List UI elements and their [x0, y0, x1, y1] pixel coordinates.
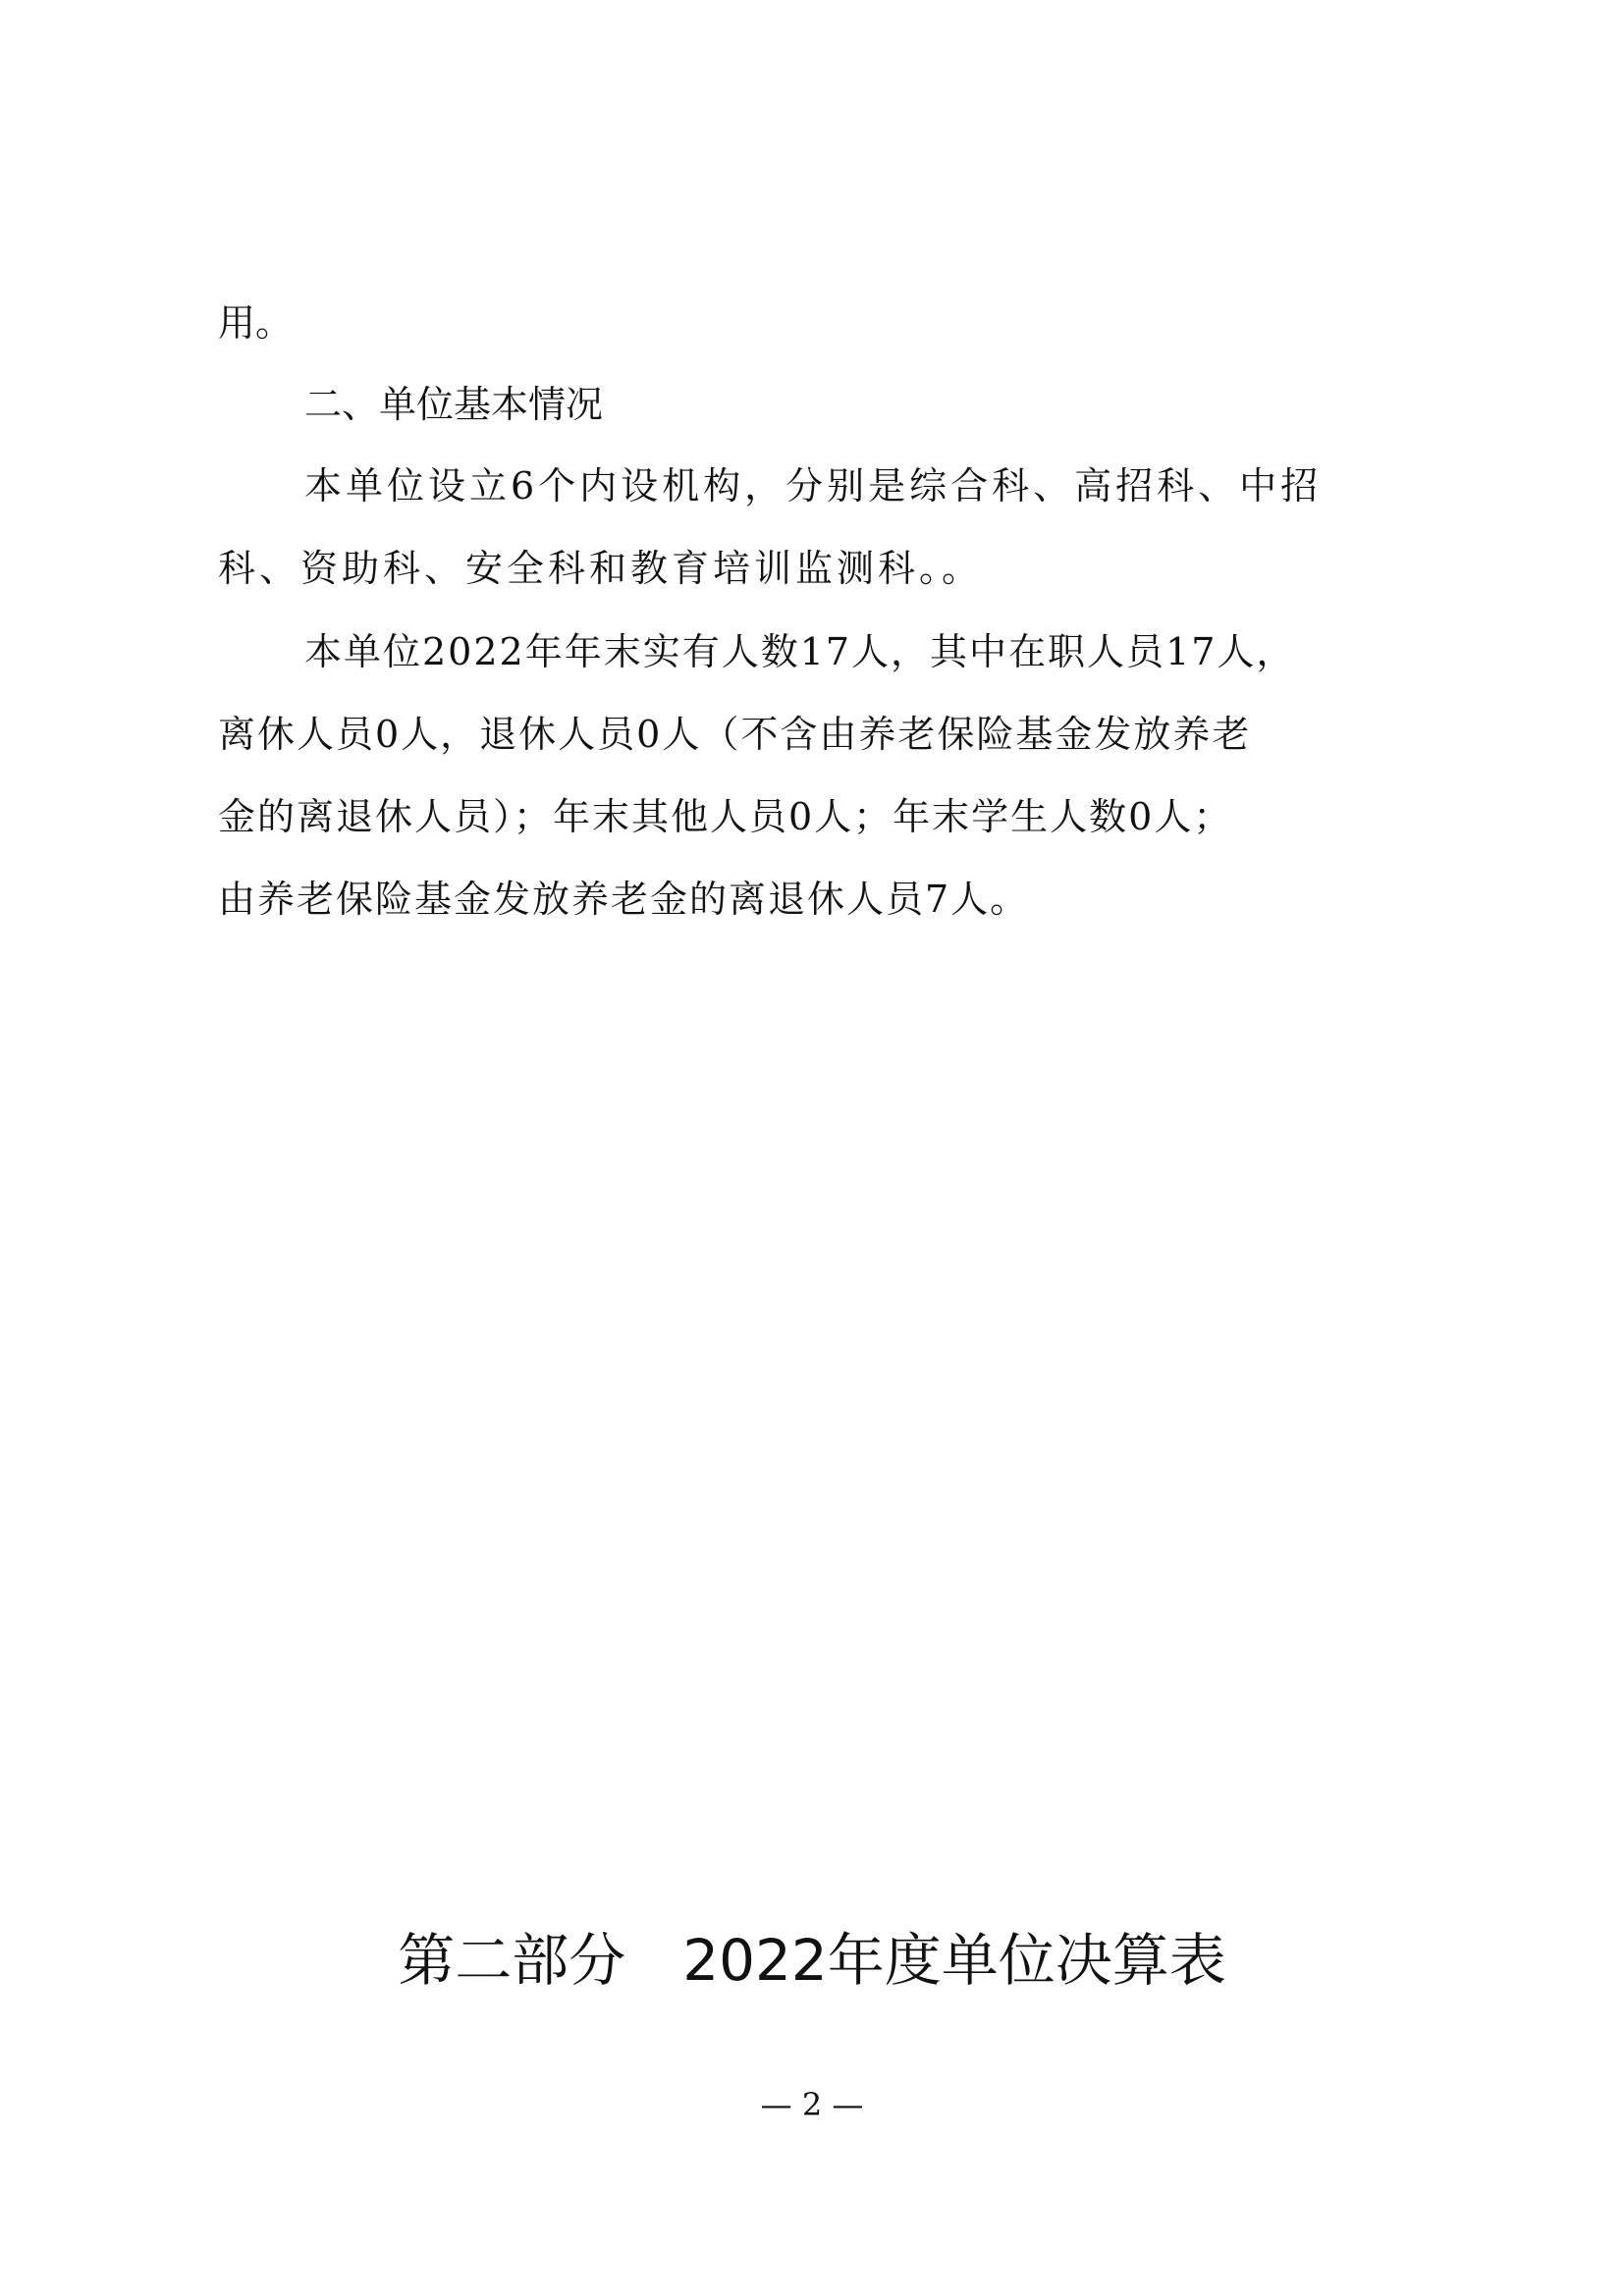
paragraph2-line2: 离休人员0人，退休人员0人（不含由养老保险基金发放养老 — [218, 713, 1252, 756]
continuation-line: 用。 — [218, 301, 294, 345]
page-number: — 2 — — [760, 2086, 864, 2123]
part-title: 第二部分 2022年度单位决算表 — [398, 1927, 1226, 1994]
section-heading: 二、单位基本情况 — [304, 383, 604, 426]
paragraph1-line2: 科、资助科、安全科和教育培训监测科。。 — [218, 547, 984, 590]
paragraph2-line3: 金的离退休人员）；年末其他人员0人；年末学生人数0人； — [218, 795, 1233, 838]
paragraph2-line1: 本单位2022年年末实有人数17人，其中在职人员17人， — [304, 630, 1296, 673]
paragraph1-line1: 本单位设立6个内设机构，分别是综合科、高招科、中招 — [304, 464, 1323, 507]
paragraph2-line4: 由养老保险基金发放养老金的离退休人员7人。 — [218, 878, 1030, 921]
